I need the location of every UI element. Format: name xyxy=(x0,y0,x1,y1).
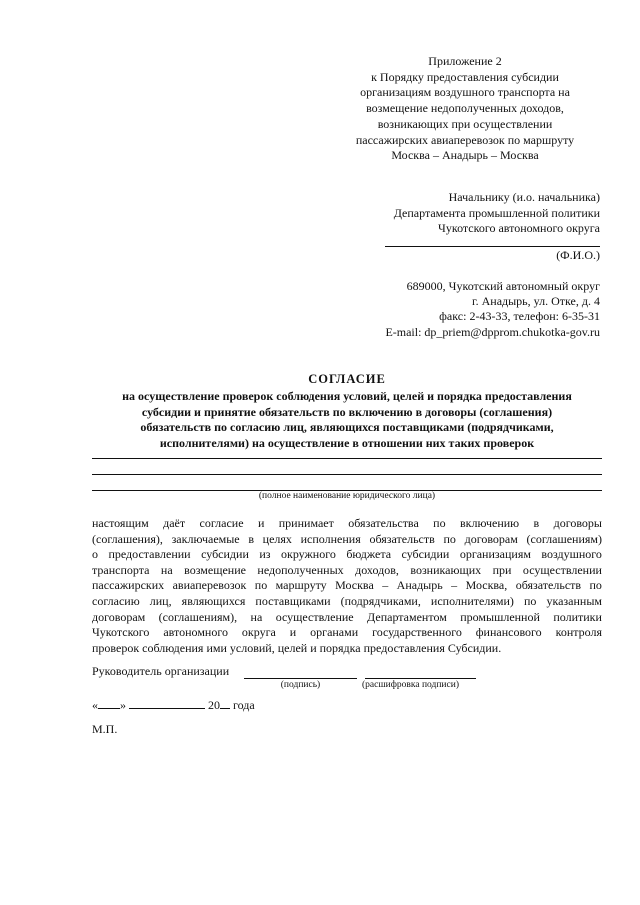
address-email: E-mail: dp_priem@dpprom.chukotka-gov.ru xyxy=(385,324,600,339)
appendix-line: возмещение недополученных доходов, xyxy=(366,101,564,116)
address-line: 689000, Чукотский автономный округ xyxy=(406,279,600,293)
appendix-line: пассажирских авиаперевозок по маршруту xyxy=(355,132,575,147)
appendix-line: возникающих при осуществлении xyxy=(377,116,553,131)
date-open-quote: « xyxy=(92,698,98,712)
appendix-line: Приложение 2 xyxy=(428,54,502,68)
signature-label: Руководитель организации xyxy=(92,664,230,678)
body-line: Чукотского автономного округа и органами государственного финансового контроля xyxy=(92,625,602,640)
address-line: факс: 2-43-33, телефон: 6-35-31 xyxy=(439,309,600,324)
body-line: согласию лиц, являющихся поставщиками (подрядчиками, исполнителями) по указанным xyxy=(92,593,602,608)
legal-name-blank-line xyxy=(92,458,602,459)
addressee-line: Начальнику (и.о. начальника) xyxy=(448,190,600,204)
date-year-prefix: 20 xyxy=(208,698,220,712)
date-month-blank xyxy=(129,697,205,709)
signature-decoding-blank-line xyxy=(365,678,476,679)
signature-blank-line xyxy=(244,678,357,679)
address-block xyxy=(300,279,600,340)
document-title: СОГЛАСИЕ xyxy=(308,372,386,386)
appendix-line: организациям воздушного транспорта на xyxy=(360,85,570,100)
body-line: договорам (соглашениям), на осуществление Департаментом промышленной политики xyxy=(92,609,602,624)
body-line: о предоставлении субсидии из окружного бюджета субсидии организациям воздушного xyxy=(92,547,602,562)
stamp-label: М.П. xyxy=(92,722,118,736)
subtitle-line: исполнителями) на осуществление в отношении них таких проверок xyxy=(159,435,535,450)
legal-name-blank-line xyxy=(92,474,602,475)
addressee-line: Чукотского автономного округа xyxy=(438,221,600,235)
subtitle-line: на осуществление проверок соблюдения условий, целей и порядка предоставления xyxy=(122,389,572,403)
signature-caption: (подпись) xyxy=(280,680,321,690)
date-year-blank xyxy=(220,697,230,709)
appendix-header xyxy=(330,54,600,164)
body-line: проверок соблюдения ими условий, целей и порядка предоставления Субсидии. xyxy=(92,640,502,655)
subtitle-line: обязательств по согласию лиц, являющихся поставщиками (подрядчиками, xyxy=(140,420,554,435)
addressee-line: Департамента промышленной политики xyxy=(393,205,600,220)
document-subtitle xyxy=(92,389,602,451)
subtitle-line: субсидии и принятие обязательств по включению в договоры (соглашения) xyxy=(141,404,553,419)
body-line: (соглашения), заключаемые в целях исполнения обязательств по договорам (соглашениям) xyxy=(92,531,602,546)
address-line: г. Анадырь, ул. Отке, д. 4 xyxy=(472,294,600,309)
body-line: настоящим даёт согласие и принимает обязательства по включению в договоры xyxy=(92,516,602,530)
appendix-line: к Порядку предоставления субсидии xyxy=(371,69,559,84)
signature-decoding-caption: (расшифровка подписи) xyxy=(362,680,459,690)
body-line: транспорта на возмещение недополученных доходов, возникающих при осуществлении xyxy=(92,562,602,577)
date-close-quote: » xyxy=(120,698,126,712)
date-row xyxy=(92,697,255,713)
date-day-blank xyxy=(98,697,120,709)
fio-blank-line xyxy=(385,246,600,247)
legal-name-caption: (полное наименование юридического лица) xyxy=(258,491,436,501)
date-year-suffix: года xyxy=(230,698,255,712)
appendix-line: Москва – Анадырь – Москва xyxy=(391,148,539,163)
consent-body xyxy=(92,516,602,656)
addressee-block xyxy=(340,190,600,237)
fio-label: (Ф.И.О.) xyxy=(556,248,600,262)
body-line: пассажирских авиаперевозок по маршруту Москва – Анадырь – Москва, обязательств по xyxy=(92,578,602,593)
